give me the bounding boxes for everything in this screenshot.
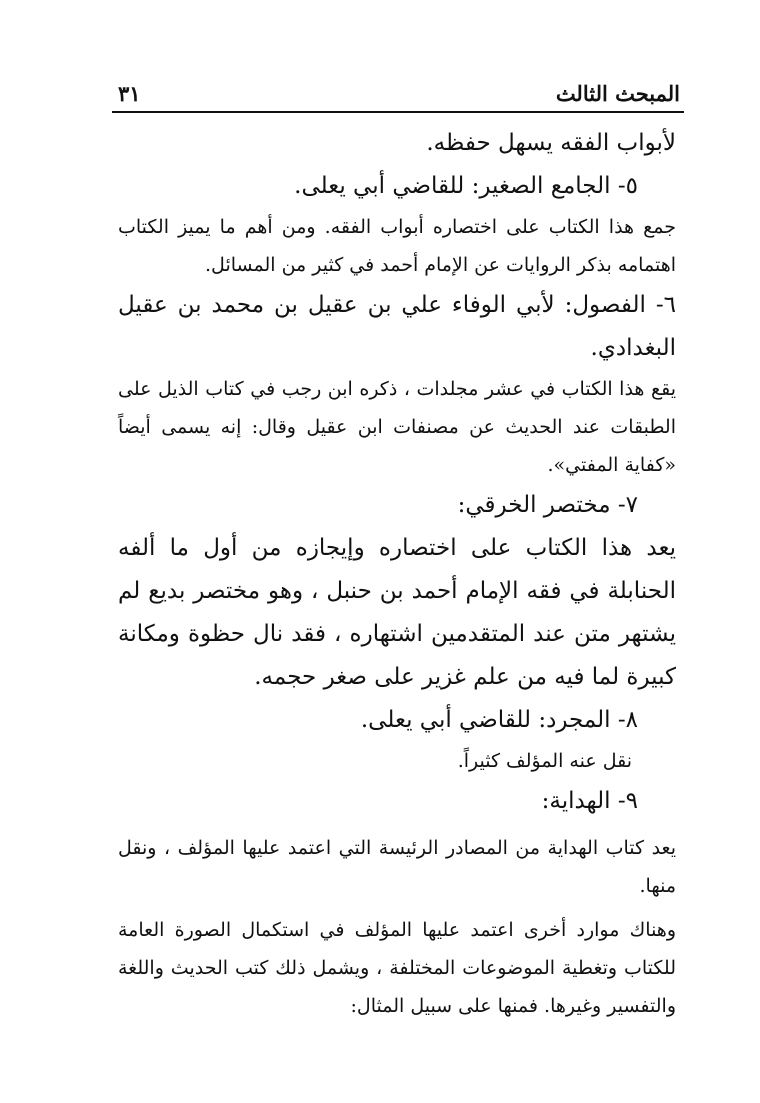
paragraph-item-7: يعد هذا الكتاب على اختصاره وإيجازه من أول ما ألفه الحنابلة في فقه الإمام أحمد بن حنبل ، وهو مختصر بديع لم يشتهر متن عند المتقدمين اشتهاره ، فقد نال حظوة ومكانة كبيرة لما فيه من علم غزير على صغر حجمه.: [118, 535, 676, 690]
item-5-heading: ٥- الجامع الصغير: للقاضي أبي يعلى.: [294, 173, 638, 199]
item-7-heading: ٧- مختصر الخرقي:: [457, 492, 638, 518]
item-6-heading: ٦- الفصول: لأبي الوفاء علي بن عقيل بن محمد بن عقيل البغدادي.: [118, 292, 676, 361]
item-8-heading: ٨- المجرد: للقاضي أبي يعلى.: [360, 707, 638, 733]
text-line-1: لأبواب الفقه يسهل حفظه.: [426, 130, 676, 156]
page-header: [118, 72, 680, 106]
paragraph-item-9: يعد كتاب الهداية من المصادر الرئيسة التي اعتمد عليها المؤلف ، ونقل منها.: [118, 837, 676, 897]
paragraph-closing: وهناك موارد أخرى اعتمد عليها المؤلف في استكمال الصورة العامة للكتاب وتغطية الموضوعات المختلفة ، ويشمل ذلك كتب الحديث واللغة والتفسير وغيرها. فمنها على سبيل المثال:: [118, 919, 676, 1017]
paragraph-item-5: جمع هذا الكتاب على اختصاره أبواب الفقه. ومن أهم ما يميز الكتاب اهتمامه بذكر الروايات عن الإمام أحمد في كثير من المسائل.: [118, 216, 676, 276]
paragraph-item-8: نقل عنه المؤلف كثيراً.: [457, 750, 632, 772]
page-body: [118, 122, 676, 1025]
item-9-heading: ٩- الهداية:: [541, 788, 638, 814]
header-rule: [112, 111, 684, 113]
running-title: المبحث الثالث: [555, 81, 680, 106]
page-number: ٣١: [118, 81, 141, 106]
paragraph-item-6: يقع هذا الكتاب في عشر مجلدات ، ذكره ابن رجب في كتاب الذيل على الطبقات عند الحديث عن مصنفات ابن عقيل وقال: إنه يسمى أيضاً «كفاية المفتي».: [118, 378, 676, 476]
